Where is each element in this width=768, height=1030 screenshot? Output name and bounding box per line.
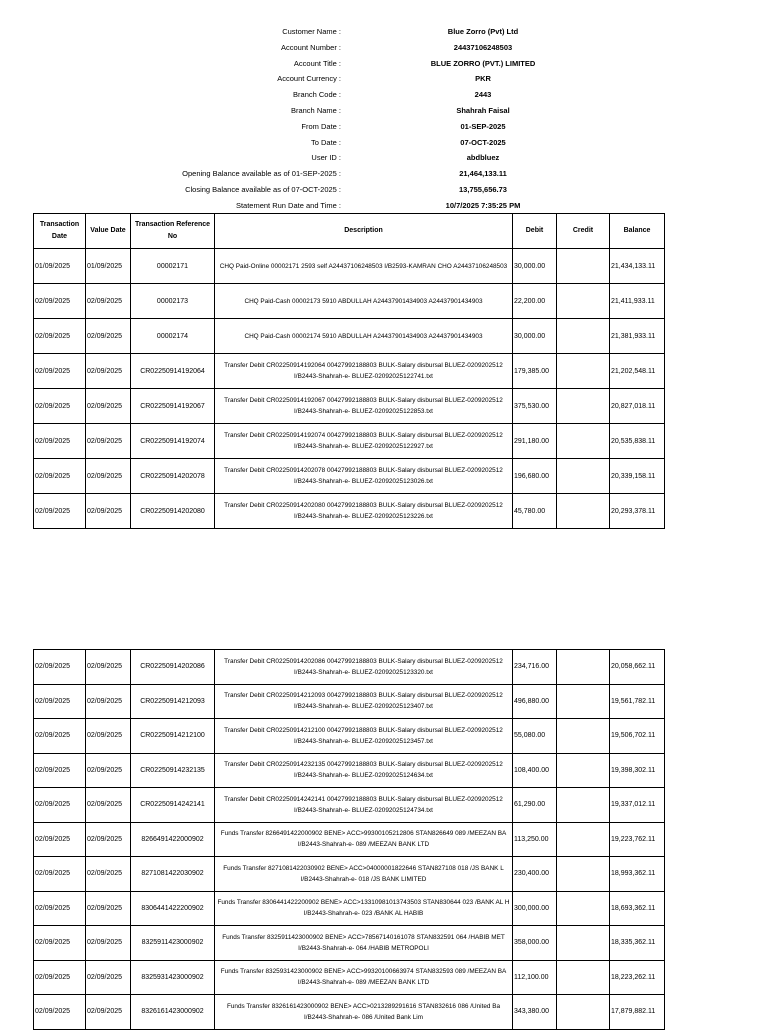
cell-value-date: 02/09/2025 [86,284,131,319]
table-row [34,822,665,857]
cell-balance: 21,411,933.11 [610,284,665,319]
cell-reference-no: CR02250914232135 [131,753,215,788]
cell-value-date: 02/09/2025 [86,857,131,892]
cell-transaction-date: 02/09/2025 [34,995,86,1030]
cell-description: Transfer Debit CR02250914202086 00427992188803 BULK-Salary disbursal BLUEZ-0209202512 I/B2443-Shahrah-e- BLUEZ-02092025123320.txt [215,650,513,685]
summary-value: BLUE ZORRO (PVT.) LIMITED [430,58,536,68]
cell-reference-no: CR02250914192064 [131,354,215,389]
cell-credit [557,960,610,995]
col-debit: Debit [513,214,557,249]
cell-value-date: 02/09/2025 [86,891,131,926]
col-description: Description [215,214,513,249]
cell-credit [557,891,610,926]
summary-row [0,166,768,182]
summary-label: Branch Name : [290,105,341,115]
cell-credit [557,684,610,719]
cell-transaction-date: 02/09/2025 [34,857,86,892]
cell-description: Funds Transfer 8266491422000902 BENE> ACC>99300105212806 STAN826649 089 /MEEZAN BA I/B2443-Shahrah-e- 089 /MEEZAN BANK LTD [215,822,513,857]
table-row [34,249,665,284]
cell-description: Transfer Debit CR02250914192074 00427992188803 BULK-Salary disbursal BLUEZ-0209202512 I/B2443-Shahrah-e- BLUEZ-02092025122927.txt [215,424,513,459]
cell-credit [557,719,610,754]
cell-value-date: 02/09/2025 [86,354,131,389]
cell-credit [557,753,610,788]
cell-balance: 20,827,018.11 [610,389,665,424]
cell-debit: 61,290.00 [513,788,557,823]
cell-balance: 18,223,262.11 [610,960,665,995]
cell-balance: 21,381,933.11 [610,319,665,354]
cell-balance: 18,335,362.11 [610,926,665,961]
cell-balance: 19,337,012.11 [610,788,665,823]
cell-value-date: 02/09/2025 [86,788,131,823]
summary-label: Opening Balance available as of 01-SEP-2025 : [182,169,341,179]
cell-description: Funds Transfer 8325931423000902 BENE> ACC>99320100663974 STAN832593 089 /MEEZAN BA I/B2443-Shahrah-e- 089 /MEEZAN BANK LTD [215,960,513,995]
cell-balance: 20,058,662.11 [610,650,665,685]
cell-reference-no: CR02250914212100 [131,719,215,754]
summary-label: From Date : [301,121,341,131]
cell-value-date: 02/09/2025 [86,960,131,995]
cell-description: Transfer Debit CR02250914212100 00427992188803 BULK-Salary disbursal BLUEZ-0209202512 I/B2443-Shahrah-e- BLUEZ-02092025123457.txt [215,719,513,754]
cell-description: Transfer Debit CR02250914202080 00427992188803 BULK-Salary disbursal BLUEZ-0209202512 I/B2443-Shahrah-e- BLUEZ-02092025123226.txt [215,494,513,529]
cell-description: CHQ Paid-Cash 00002173 5910 ABDULLAH A24437901434903 A24437901434903 [215,284,513,319]
cell-debit: 22,200.00 [513,284,557,319]
cell-value-date: 02/09/2025 [86,753,131,788]
cell-description: CHQ Paid-Cash 00002174 5910 ABDULLAH A24437901434903 A24437901434903 [215,319,513,354]
cell-value-date: 02/09/2025 [86,459,131,494]
cell-debit: 113,250.00 [513,822,557,857]
summary-row [0,182,768,198]
cell-debit: 358,000.00 [513,926,557,961]
cell-description: Funds Transfer 8271081422030902 BENE> ACC>04000001822646 STAN827108 018 /JS BANK L I/B2443-Shahrah-e- 018 /JS BANK LIMITED [215,857,513,892]
summary-value: Shahrah Faisal [456,105,510,115]
cell-value-date: 02/09/2025 [86,319,131,354]
cell-reference-no: CR02250914192074 [131,424,215,459]
summary-label: Account Currency : [277,74,341,84]
cell-value-date: 02/09/2025 [86,494,131,529]
table-row [34,424,665,459]
col-value-date: Value Date [86,214,131,249]
cell-credit [557,284,610,319]
summary-row [0,87,768,103]
cell-credit [557,494,610,529]
cell-balance: 21,434,133.11 [610,249,665,284]
table-row [34,891,665,926]
summary-value: 10/7/2025 7:35:25 PM [445,200,521,210]
cell-reference-no: CR02250914242141 [131,788,215,823]
cell-reference-no: 8306441422200902 [131,891,215,926]
cell-transaction-date: 02/09/2025 [34,389,86,424]
table-row [34,650,665,685]
transactions-table-page-2 [33,649,665,1030]
table-row [34,960,665,995]
cell-balance: 21,202,548.11 [610,354,665,389]
cell-value-date: 02/09/2025 [86,684,131,719]
cell-transaction-date: 02/09/2025 [34,788,86,823]
cell-credit [557,788,610,823]
summary-value: Blue Zorro (Pvt) Ltd [447,27,519,36]
cell-transaction-date: 02/09/2025 [34,354,86,389]
cell-debit: 230,400.00 [513,857,557,892]
cell-debit: 30,000.00 [513,249,557,284]
table-row [34,857,665,892]
summary-value: 07-OCT-2025 [460,137,506,147]
cell-balance: 18,693,362.11 [610,891,665,926]
cell-balance: 19,398,302.11 [610,753,665,788]
cell-reference-no: 00002174 [131,319,215,354]
cell-description: Funds Transfer 8306441422200902 BENE> ACC>13310981013743503 STAN830644 023 /BANK AL H I/B2443-Shahrah-e- 023 /BANK AL HABIB [215,891,513,926]
cell-reference-no: 8271081422030902 [131,857,215,892]
cell-balance: 17,879,882.11 [610,995,665,1030]
cell-reference-no: CR02250914192067 [131,389,215,424]
table-row [34,753,665,788]
cell-transaction-date: 02/09/2025 [34,891,86,926]
cell-value-date: 02/09/2025 [86,424,131,459]
transactions-table-page-1 [33,213,665,529]
cell-credit [557,319,610,354]
cell-balance: 19,223,762.11 [610,822,665,857]
cell-description: Funds Transfer 8326161423000902 BENE> ACC>0213289291616 STAN832616 086 /United Ba I/B2443-Shahrah-e- 086 /United Bank Lim [215,995,513,1030]
summary-value: 2443 [474,90,492,100]
table-row [34,719,665,754]
col-balance: Balance [610,214,665,249]
cell-balance: 20,293,378.11 [610,494,665,529]
cell-value-date: 02/09/2025 [86,995,131,1030]
cell-reference-no: 8325911423000902 [131,926,215,961]
cell-value-date: 02/09/2025 [86,926,131,961]
summary-row [0,150,768,166]
summary-value: 21,464,133.11 [459,169,507,179]
summary-label: Account Title : [293,58,341,68]
summary-value: 24437106248503 [453,42,513,52]
cell-debit: 179,385.00 [513,354,557,389]
account-summary [0,24,768,214]
summary-value: 01-SEP-2025 [460,121,506,131]
col-reference-no: Transaction Reference No [131,214,215,249]
table-row [34,354,665,389]
cell-reference-no: 00002173 [131,284,215,319]
cell-description: Funds Transfer 8325911423000902 BENE> ACC>78567140161078 STAN832591 064 /HABIB MET I/B2443-Shahrah-e- 064 /HABIB METROPOLI [215,926,513,961]
cell-reference-no: 00002171 [131,249,215,284]
cell-reference-no: 8325931423000902 [131,960,215,995]
cell-transaction-date: 02/09/2025 [34,424,86,459]
cell-credit [557,926,610,961]
cell-transaction-date: 02/09/2025 [34,650,86,685]
cell-transaction-date: 02/09/2025 [34,822,86,857]
cell-description: CHQ Paid-Online 00002171 2593 self A24437106248503 I/B2593-KAMRAN CHO A24437106248503 [215,249,513,284]
summary-row [0,56,768,72]
cell-balance: 20,535,838.11 [610,424,665,459]
cell-value-date: 02/09/2025 [86,822,131,857]
cell-reference-no: CR02250914212093 [131,684,215,719]
summary-value: PKR [475,74,491,84]
summary-row [0,40,768,56]
cell-credit [557,424,610,459]
cell-reference-no: CR02250914202086 [131,650,215,685]
cell-transaction-date: 02/09/2025 [34,459,86,494]
table-row [34,389,665,424]
summary-label: User ID : [311,153,341,163]
cell-debit: 112,100.00 [513,960,557,995]
table-header-row [34,214,665,249]
cell-credit [557,822,610,857]
cell-reference-no: 8266491422000902 [131,822,215,857]
cell-debit: 30,000.00 [513,319,557,354]
table-body [34,249,665,529]
summary-label: Closing Balance available as of 07-OCT-2025 : [185,184,341,194]
cell-debit: 300,000.00 [513,891,557,926]
cell-debit: 375,530.00 [513,389,557,424]
summary-row [0,135,768,151]
table-row [34,788,665,823]
table-row [34,284,665,319]
cell-transaction-date: 02/09/2025 [34,719,86,754]
cell-transaction-date: 02/09/2025 [34,284,86,319]
cell-description: Transfer Debit CR02250914202078 00427992188803 BULK-Salary disbursal BLUEZ-0209202512 I/B2443-Shahrah-e- BLUEZ-02092025123026.txt [215,459,513,494]
cell-debit: 234,716.00 [513,650,557,685]
cell-description: Transfer Debit CR02250914212093 00427992188803 BULK-Salary disbursal BLUEZ-0209202512 I/B2443-Shahrah-e- BLUEZ-02092025123407.txt [215,684,513,719]
summary-row [0,119,768,135]
cell-credit [557,650,610,685]
cell-value-date: 01/09/2025 [86,249,131,284]
cell-description: Transfer Debit CR02250914192067 00427992188803 BULK-Salary disbursal BLUEZ-0209202512 I/B2443-Shahrah-e- BLUEZ-02092025122853.txt [215,389,513,424]
summary-value: 13,755,656.73 [459,184,507,194]
cell-reference-no: CR02250914202080 [131,494,215,529]
cell-debit: 291,180.00 [513,424,557,459]
cell-debit: 343,380.00 [513,995,557,1030]
table-row [34,494,665,529]
cell-balance: 20,339,158.11 [610,459,665,494]
cell-debit: 496,880.00 [513,684,557,719]
cell-value-date: 02/09/2025 [86,389,131,424]
cell-debit: 196,680.00 [513,459,557,494]
summary-label: To Date : [310,137,341,147]
summary-label: Branch Code : [293,90,341,100]
col-credit: Credit [557,214,610,249]
cell-reference-no: CR02250914202078 [131,459,215,494]
cell-transaction-date: 02/09/2025 [34,753,86,788]
summary-label: Statement Run Date and Time : [235,200,341,210]
summary-value: abdbluez [466,153,500,163]
cell-value-date: 02/09/2025 [86,719,131,754]
cell-credit [557,389,610,424]
table-row [34,926,665,961]
cell-credit [557,857,610,892]
cell-transaction-date: 02/09/2025 [34,494,86,529]
cell-balance: 19,561,782.11 [610,684,665,719]
col-transaction-date: Transaction Date [34,214,86,249]
summary-row [0,103,768,119]
cell-credit [557,459,610,494]
cell-transaction-date: 02/09/2025 [34,926,86,961]
summary-row [0,71,768,87]
cell-balance: 18,993,362.11 [610,857,665,892]
cell-credit [557,249,610,284]
summary-row [0,198,768,214]
cell-description: Transfer Debit CR02250914232135 00427992188803 BULK-Salary disbursal BLUEZ-0209202512 I/B2443-Shahrah-e- BLUEZ-02092025124634.txt [215,753,513,788]
summary-label: Account Number : [280,42,341,52]
cell-debit: 55,080.00 [513,719,557,754]
table-row [34,319,665,354]
table-row [34,684,665,719]
cell-transaction-date: 01/09/2025 [34,249,86,284]
summary-row [0,24,768,40]
cell-value-date: 02/09/2025 [86,650,131,685]
cell-description: Transfer Debit CR02250914192064 00427992188803 BULK-Salary disbursal BLUEZ-0209202512 I/B2443-Shahrah-e- BLUEZ-02092025122741.txt [215,354,513,389]
cell-credit [557,354,610,389]
cell-transaction-date: 02/09/2025 [34,319,86,354]
table-row [34,459,665,494]
cell-transaction-date: 02/09/2025 [34,684,86,719]
cell-description: Transfer Debit CR02250914242141 00427992188803 BULK-Salary disbursal BLUEZ-0209202512 I/B2443-Shahrah-e- BLUEZ-02092025124734.txt [215,788,513,823]
summary-label: Customer Name : [282,27,341,36]
cell-debit: 108,400.00 [513,753,557,788]
table-body [34,650,665,1030]
cell-reference-no: 8326161423000902 [131,995,215,1030]
cell-balance: 19,506,702.11 [610,719,665,754]
cell-debit: 45,780.00 [513,494,557,529]
cell-transaction-date: 02/09/2025 [34,960,86,995]
